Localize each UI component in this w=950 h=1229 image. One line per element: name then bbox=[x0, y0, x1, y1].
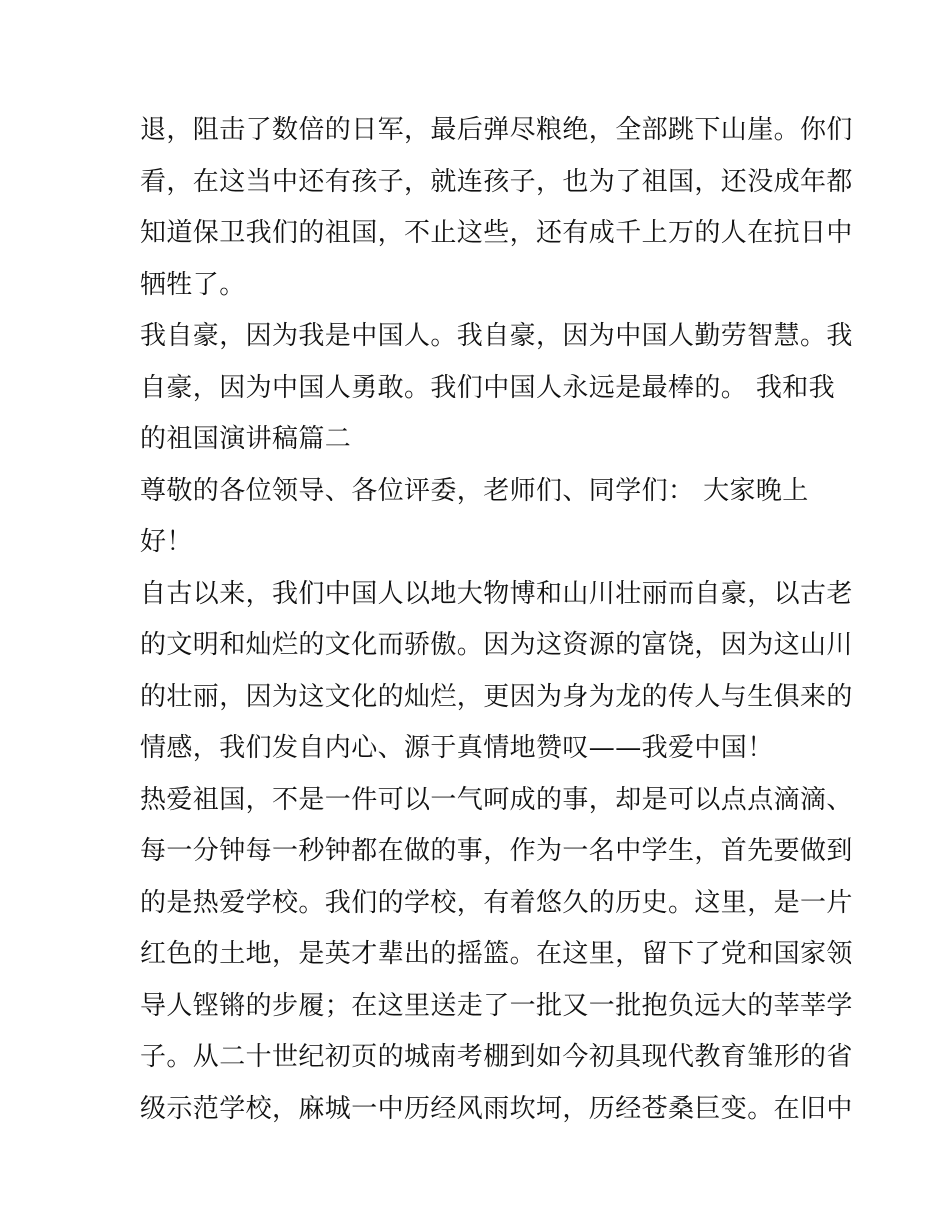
greeting-line: 尊敬的各位领导、各位评委，老师们、同学们： 大家晚上 bbox=[140, 475, 809, 506]
text-line: 红色的土地，是英才辈出的摇篮。在这里，留下了党和国家领 bbox=[140, 939, 853, 969]
greeting-line: 好！ bbox=[140, 527, 193, 557]
text-line: 级示范学校，麻城一中历经风雨坎坷，历经苍桑巨变。在旧中 bbox=[140, 1093, 853, 1124]
text-line: 退，阻击了数倍的日军，最后弹尽粮绝，全部跳下山崖。你们 bbox=[140, 115, 853, 145]
text-line: 子。从二十世纪初页的城南考棚到如今初具现代教育雏形的省 bbox=[140, 1042, 853, 1072]
text-line: 每一分钟每一秒钟都在做的事，作为一名中学生，首先要做到 bbox=[140, 836, 853, 866]
text-line: 情感，我们发自内心、源于真情地赞叹——我爱中国！ bbox=[140, 733, 774, 763]
text-line: 知道保卫我们的祖国，不止这些，还有成千上万的人在抗日中 bbox=[140, 218, 853, 248]
section-heading-line: 的祖国演讲稿篇二 bbox=[140, 424, 352, 454]
text-line: 自古以来，我们中国人以地大物博和山川壮丽而自豪，以古老 bbox=[140, 578, 853, 609]
document-body bbox=[140, 108, 853, 1138]
text-line: 看，在这当中还有孩子，就连孩子，也为了祖国，还没成年都 bbox=[140, 166, 853, 197]
text-line: 的壮丽，因为这文化的灿烂，更因为身为龙的传人与生俱来的 bbox=[140, 681, 853, 712]
text-line: 热爱祖国，不是一件可以一气呵成的事，却是可以点点滴滴、 bbox=[140, 784, 853, 815]
text-line: 的文明和灿烂的文化而骄傲。因为这资源的富饶，因为这山川 bbox=[140, 630, 853, 660]
text-line: 自豪，因为中国人勇敢。我们中国人永远是最棒的。 我和我 bbox=[140, 372, 836, 403]
text-line: 我自豪，因为我是中国人。我自豪，因为中国人勤劳智慧。我 bbox=[140, 321, 853, 351]
text-line: 导人铿锵的步履；在这里送走了一批又一批抱负远大的莘莘学 bbox=[140, 990, 853, 1021]
text-line: 牺牲了。 bbox=[140, 269, 246, 300]
text-line: 的是热爱学校。我们的学校，有着悠久的历史。这里，是一片 bbox=[140, 887, 853, 918]
